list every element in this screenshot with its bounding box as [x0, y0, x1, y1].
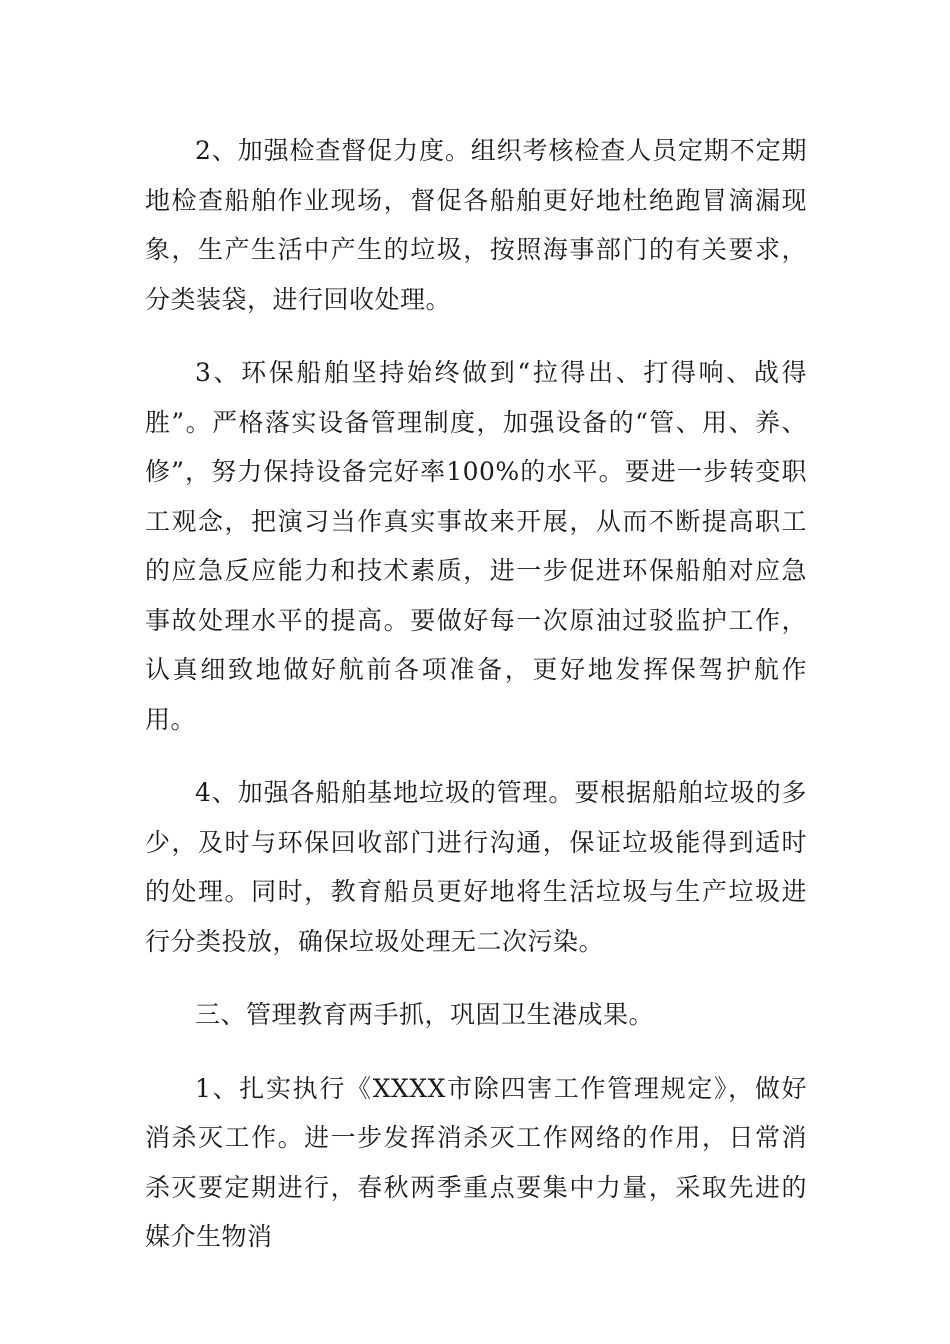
document-body	[145, 126, 807, 1262]
paragraph-garbage-management: 4、加强各船舶基地垃圾的管理。要根据船舶垃圾的多少，及时与环保回收部门进行沟通，保证垃圾能得到适时的处理。同时，教育船员更好地将生活垃圾与生产垃圾进行分类投放，确保垃圾处理无二次污染。	[145, 778, 807, 956]
paragraph-inspection: 2、加强检查督促力度。组织考核检查人员定期不定期地检查船舶作业现场，督促各船舶更好地杜绝跑冒滴漏现象，生产生活中产生的垃圾，按照海事部门的有关要求，分类装袋，进行回收处理。	[145, 136, 807, 314]
paragraph-pest-control: 1、扎实执行《XXXX市除四害工作管理规定》，做好消杀灭工作。进一步发挥消杀灭工作网络的作用，日常消杀灭要定期进行，春秋两季重点要集中力量，采取先进的媒介生物消	[145, 1073, 807, 1251]
section-heading: 三、管理教育两手抓，巩固卫生港成果。	[195, 1000, 655, 1029]
paragraph-environmental-ships: 3、环保船舶坚持始终做到“拉得出、打得响、战得胜”。严格落实设备管理制度，加强设备的“管、用、养、修”，努力保持设备完好率100%的水平。要进一步转变职工观念，把演习当作真实事故来开展，从而不断提高职工的应急反应能力和技术素质，进一步促进环保船舶对应急事故处理水平的提高。要做好每一次原油过驳监护工作，认真细致地做好航前各项准备，更好地发挥保驾护航作用。	[145, 358, 807, 734]
